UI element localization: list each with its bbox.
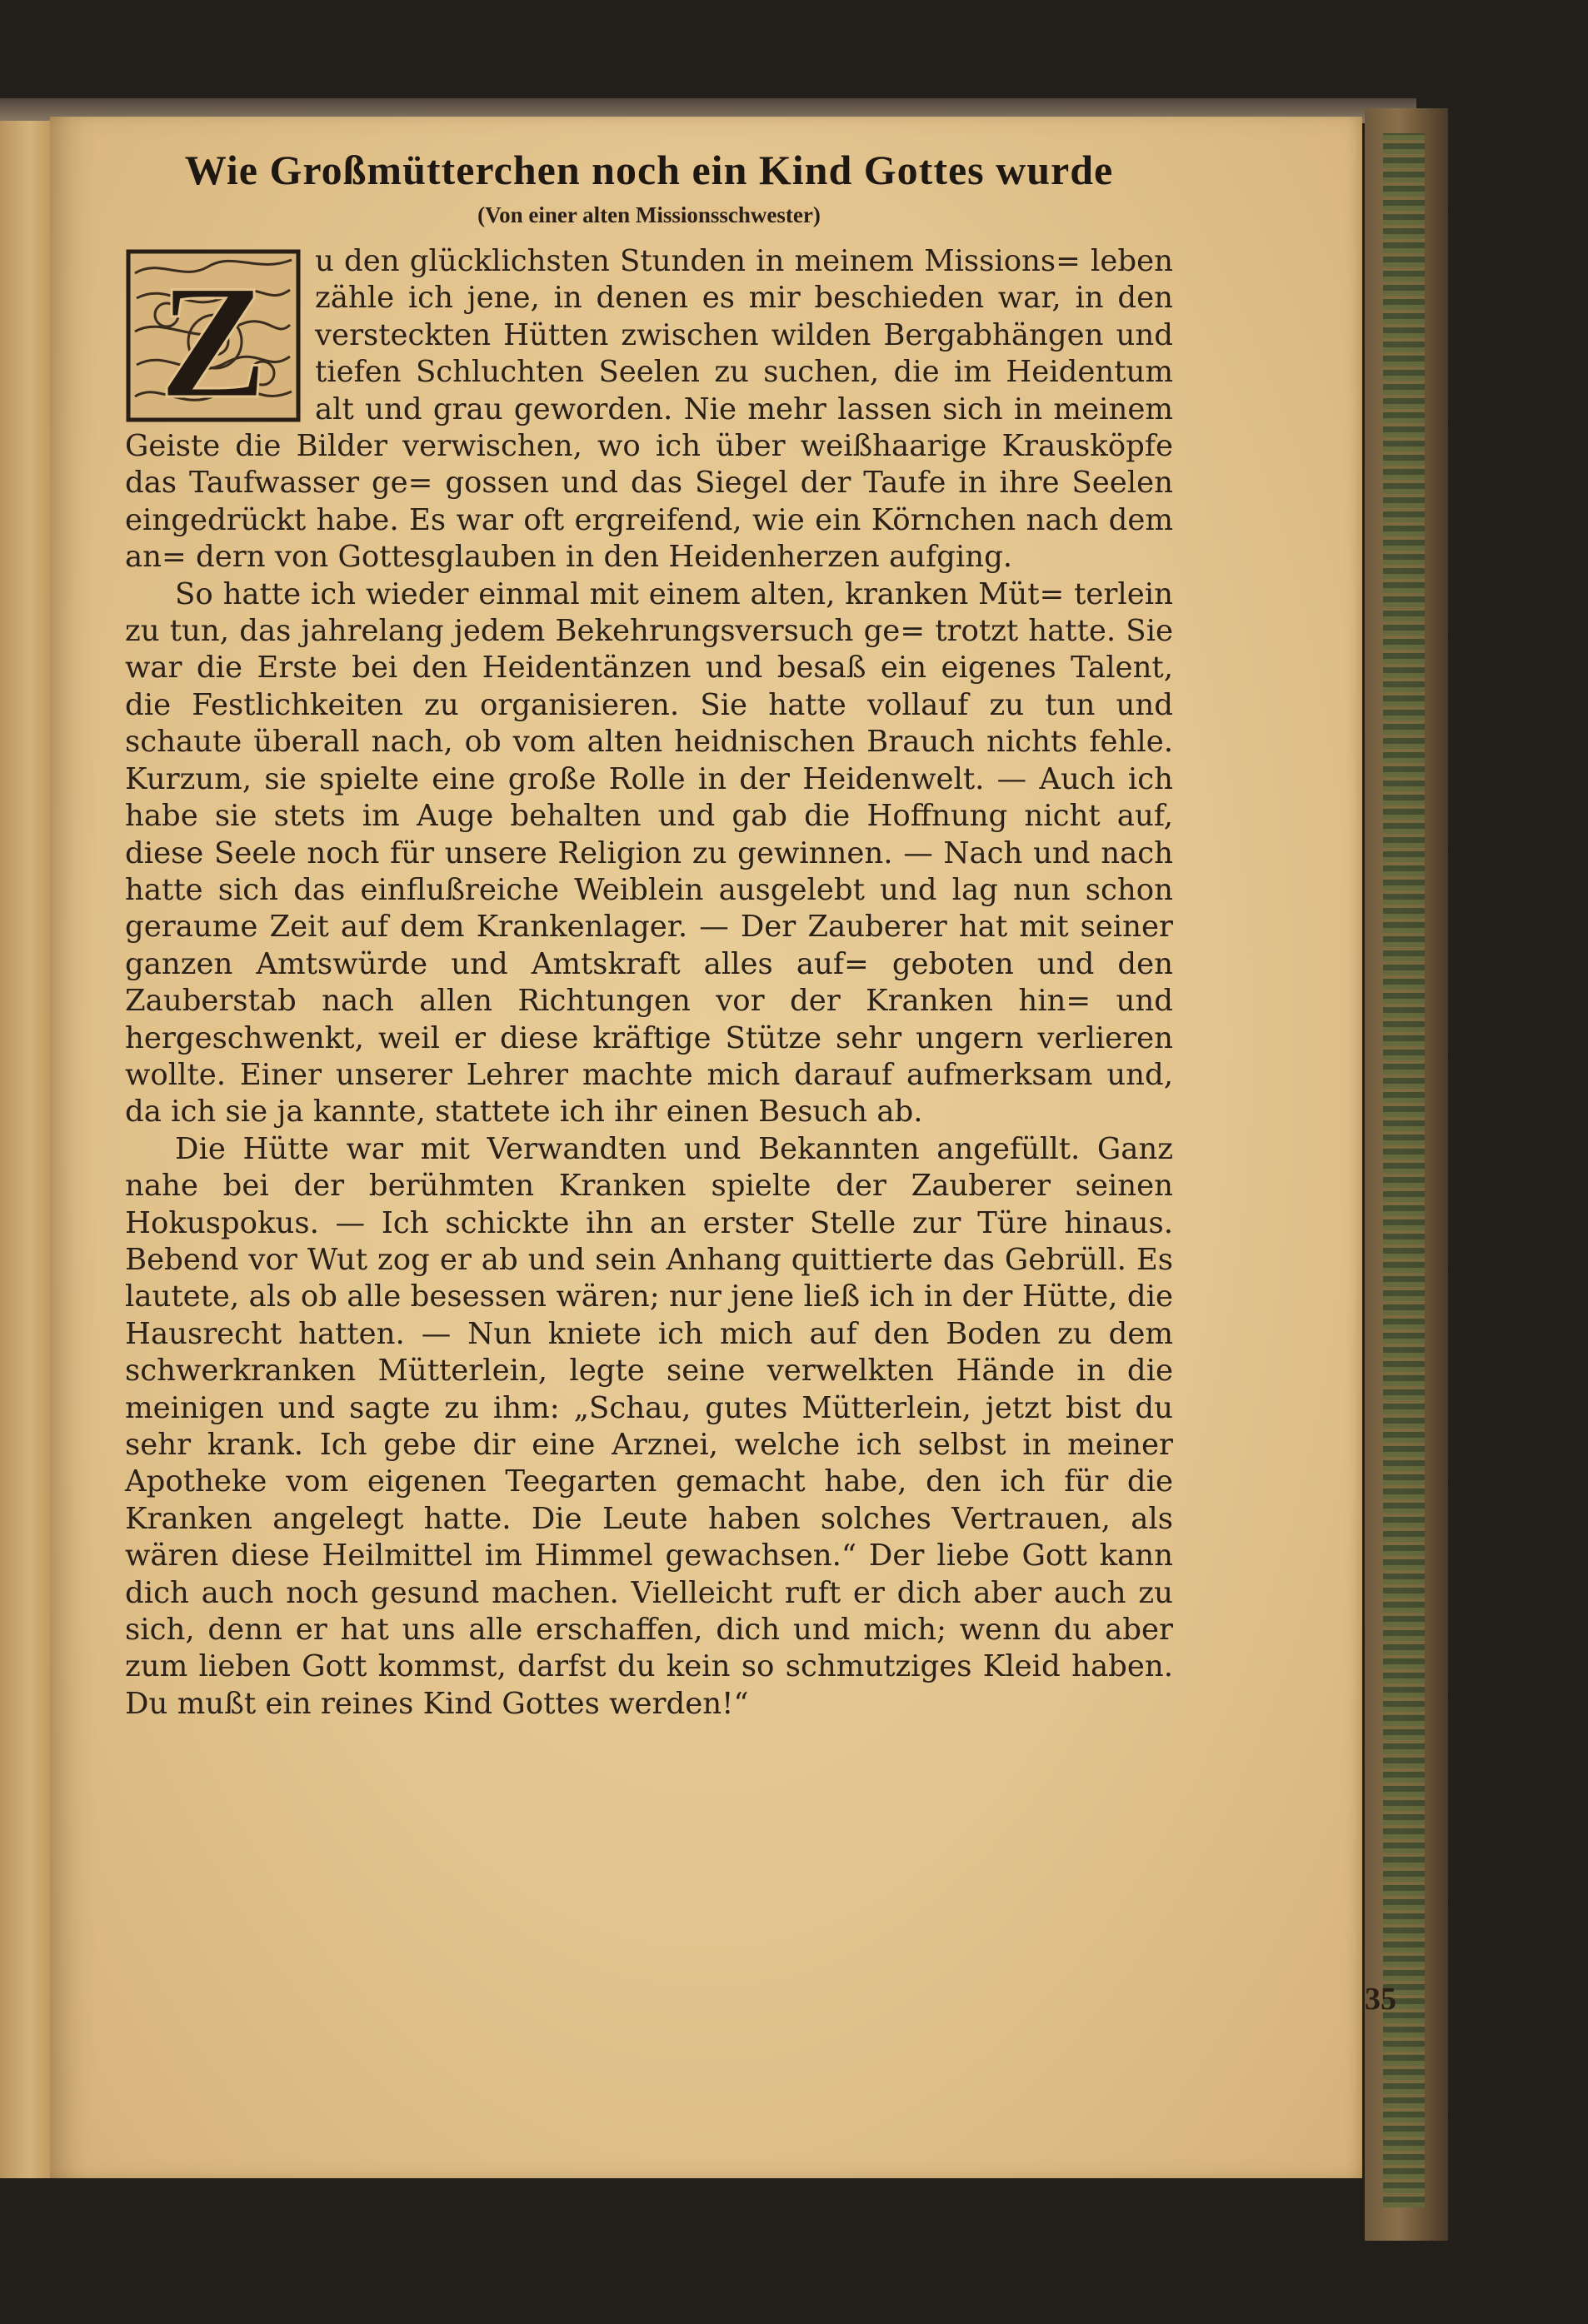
article-body: [125, 243, 1173, 1723]
marbled-cover-strip: [1383, 133, 1425, 2207]
paragraph-3: Die Hütte war mit Verwandten und Bekannten angefüllt. Ganz nahe bei der berühmten Kranken spielte der Zauberer seinen Hokuspokus. — Ich schickte ihn an erster Stelle zur Türe hinaus. Bebend vor Wut zog er ab und sein Anhang quittierte das Gebrüll. Es lautete, als ob alle besessen wären; nur jene ließ ich in der Hütte, die Hausrecht hatten. — Nun kniete ich mich auf den Boden zu dem schwerkranken Mütterlein, legte seine verwelkten Hände in die meinigen und sagte zu ihm: „Schau, gutes Mütterlein, jetzt bist du sehr krank. Ich gebe dir eine Arznei, welche ich selbst in meiner Apotheke vom eigenen Teegarten gemacht habe, den ich für die Kranken angelegt hatte. Die Leute haben solches Vertrauen, als wären diese Heilmittel im Himmel gewachsen.“ Der liebe Gott kann dich auch noch gesund machen. Vielleicht ruft er dich aber auch zu sich, denn er hat uns alle erschaffen, dich und mich; wenn du aber zum lieben Gott kommst, darfst du kein so schmutziges Kleid haben. Du mußt ein reines Kind Gottes werden!“: [125, 1131, 1173, 1721]
left-page-edge: [0, 121, 50, 2178]
article: [125, 142, 1173, 1723]
paragraph-1: u den glücklichsten Stunden in meinem Missions= leben zähle ich jene, in denen es mir beschieden war, in den versteckten Hütten zwischen wilden Bergabhängen und tiefen Schluchten Seelen zu suchen, die im Heidentum alt und grau geworden. Nie mehr lassen sich in meinem Geiste die Bilder verwischen, wo ich über weißhaarige Krausköpfe das Taufwasser ge= gossen und das Siegel der Taufe in ihre Seelen eingedrückt habe. Es war oft ergreifend, wie ein Körnchen nach dem an= dern von Gottesglauben in den Heidenherzen aufging.: [125, 244, 1173, 575]
page-number: 35: [1365, 1982, 1396, 2017]
article-subtitle: (Von einer alten Missionsschwester): [477, 202, 821, 227]
paragraph-2: So hatte ich wieder einmal mit einem alten, kranken Müt= terlein zu tun, das jahrelang jedem Bekehrungsversuch ge= trotzt hatte. Sie war die Erste bei den Heidentänzen und besaß ein eigenes Talent, die Festlichkeiten zu organisieren. Sie hatte vollauf zu tun und schaute überall nach, ob vom alten heidnischen Brauch nichts fehle. Kurzum, sie spielte eine große Rolle in der Heidenwelt. — Auch ich habe sie stets im Auge behalten und gab die Hoffnung nicht auf, diese Seele noch für unsere Religion zu gewinnen. — Nach und nach hatte sich das einflußreiche Weiblein ausgelebt und lag nun schon geraume Zeit auf dem Krankenlager. — Der Zauberer hat mit seiner ganzen Amtswürde und Amtskraft alles auf= geboten und den Zauberstab nach allen Richtungen vor der Kranken hin= und hergeschwenkt, weil er diese kräftige Stütze sehr ungern verlieren wollte. Einer unserer Lehrer machte mich darauf aufmerksam und, da ich sie ja kannte, stattete ich ihr einen Besuch ab.: [125, 576, 1173, 1130]
decorative-initial: [125, 248, 302, 423]
article-title: Wie Großmütterchen noch ein Kind Gottes wurde: [184, 147, 1114, 193]
initial-letter: Z: [158, 252, 268, 423]
ornament-initial-icon: [125, 248, 302, 423]
